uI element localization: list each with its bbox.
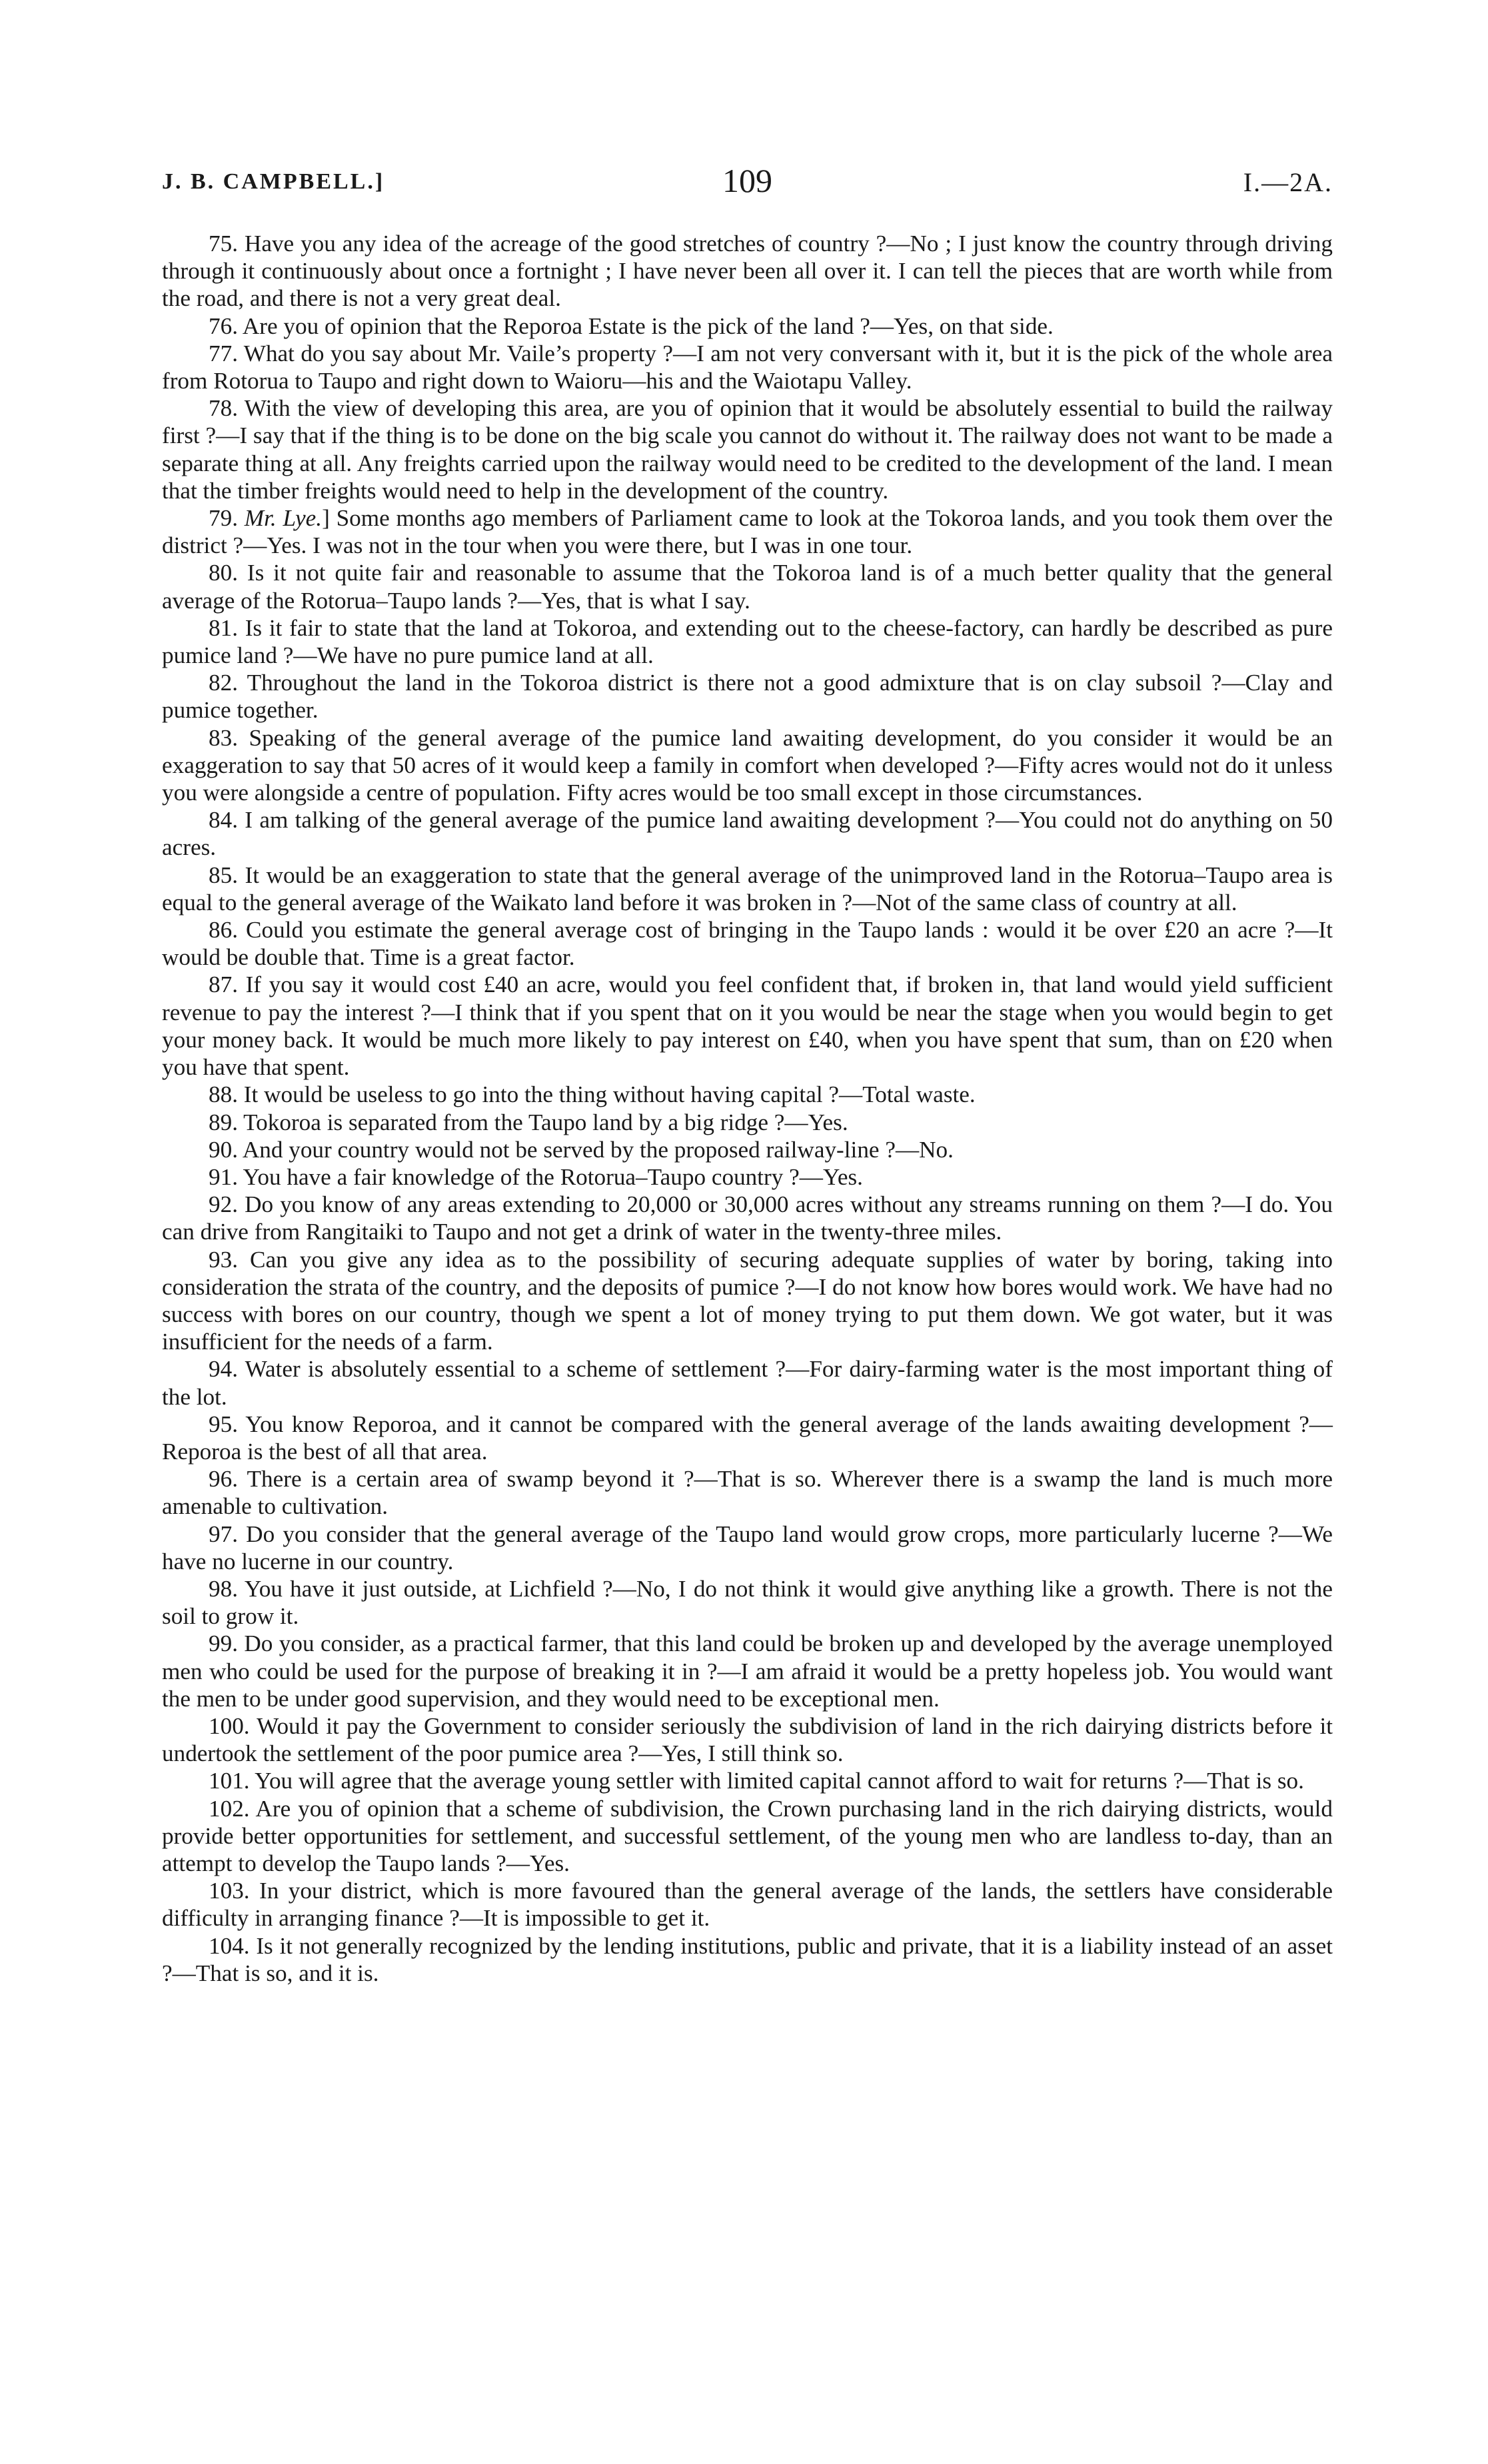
paragraph-99: 99. Do you consider, as a practical farmer, that this land could be broken up and developed by the average unemployed men who could be used for the purpose of breaking it in ?—I am afraid it would be a pretty hopeless job. You would want the men to be under good supervision, and they would need to be exceptional men. [162, 1630, 1333, 1712]
paragraph-83: 83. Speaking of the general average of the pumice land awaiting development, do you consider it would be an exaggeration to say that 50 acres of it would keep a family in comfort when developed ?—Fifty acres would not do it unless you were alongside a centre of population. Fifty acres would be too small except in those circumstances. [162, 724, 1333, 806]
paragraph-87: 87. If you say it would cost £40 an acre, would you feel confident that, if broken in, that land would yield sufficient revenue to pay the interest ?—I think that if you spent that on it you would be near the stage when you would begin to get your money back. It would be much more likely to pay interest on £40, when you have spent that sum, than on £20 when you have that spent. [162, 971, 1333, 1081]
paragraph-93: 93. Can you give any idea as to the possibility of securing adequate supplies of water by boring, taking into consideration the strata of the country, and the deposits of pumice ?—I do not know how bores would work. We have had no success with bores on our country, though we spent a lot of money trying to put them down. We got water, but it was insufficient for the needs of a farm. [162, 1246, 1333, 1355]
paragraph-88: 88. It would be useless to go into the thing without having capital ?—Total waste. [209, 1081, 976, 1108]
paragraph-90: 90. And your country would not be served by the proposed railway-line ?—No. [209, 1136, 954, 1163]
paragraph-80: 80. Is it not quite fair and reasonable to assume that the Tokoroa land is of a much better quality that the general average of the Rotorua–Taupo lands ?—Yes, that is what I say. [162, 560, 1333, 614]
paragraph-94: 94. Water is absolutely essential to a scheme of settlement ?—For dairy-farming water is the most important thing of the lot. [162, 1356, 1333, 1410]
paragraph-98: 98. You have it just outside, at Lichfield ?—No, I do not think it would give anything like a growth. There is not the soil to grow it. [162, 1575, 1333, 1630]
page-body [162, 230, 1333, 1987]
paragraph-79: 79. Mr. Lye.] Some months ago members of Parliament came to look at the Tokoroa lands, and you took them over the district ?—Yes. I was not in the tour when you were there, but I was in one tour. [162, 505, 1333, 559]
page-header [162, 161, 1333, 201]
paragraph-85: 85. It would be an exaggeration to state that the general average of the unimproved land in the Rotorua–Taupo area is equal to the general average of the Waikato land before it was broken in ?—Not of the same class of country at all. [162, 862, 1333, 916]
paragraph-75: 75. Have you any idea of the acreage of the good stretches of country ?—No ; I just know the country through driving through it continuously about once a fortnight ; I have never been all over it. I can tell the pieces that are worth while from the road, and there is not a very great deal. [162, 231, 1333, 312]
paragraph-91: 91. You have a fair knowledge of the Rotorua–Taupo country ?—Yes. [209, 1163, 863, 1190]
paragraph-104: 104. Is it not generally recognized by the lending institutions, public and private, that it is a liability instead of an asset ?—That is so, and it is. [162, 1932, 1333, 1986]
paragraph-103: 103. In your district, which is more favoured than the general average of the lands, the settlers have considerable difficulty in arranging finance ?—It is impossible to get it. [162, 1878, 1333, 1932]
paragraph-101: 101. You will agree that the average young settler with limited capital cannot afford to wait for returns ?—That is so. [209, 1768, 1304, 1794]
paragraph-82: 82. Throughout the land in the Tokoroa district is there not a good admixture that is on clay subsoil ?—Clay and pumice together. [162, 670, 1333, 724]
paragraph-89: 89. Tokoroa is separated from the Taupo land by a big ridge ?—Yes. [209, 1109, 848, 1135]
paragraph-102: 102. Are you of opinion that a scheme of subdivision, the Crown purchasing land in the rich dairying districts, would provide better opportunities for settlement, and successful settlement, of the young men who are landless to-day, than an attempt to develop the Taupo lands ?—Yes. [162, 1795, 1333, 1876]
paragraph-76: 76. Are you of opinion that the Reporoa Estate is the pick of the land ?—Yes, on that side. [209, 312, 1054, 339]
witness-name: J. B. CAMPBELL.] [162, 169, 385, 194]
document-reference: I.—2A. [1243, 167, 1333, 197]
paragraph-84: 84. I am talking of the general average of the pumice land awaiting development ?—You could not do anything on 50 acres. [162, 807, 1333, 861]
paragraph-86: 86. Could you estimate the general average cost of bringing in the Taupo lands : would it be over £20 an acre ?—It would be double that. Time is a great factor. [162, 917, 1333, 971]
speaker-name: Mr. Lye. [244, 505, 323, 532]
paragraph-81: 81. Is it fair to state that the land at Tokoroa, and extending out to the cheese-factory, can hardly be described as pure pumice land ?—We have no pure pumice land at all. [162, 614, 1333, 669]
paragraph-96: 96. There is a certain area of swamp beyond it ?—That is so. Wherever there is a swamp the land is much more amenable to cultivation. [162, 1466, 1333, 1520]
paragraph-100: 100. Would it pay the Government to consider seriously the subdivision of land in the rich dairying districts before it undertook the settlement of the poor pumice area ?—Yes, I still think so. [162, 1712, 1333, 1767]
question-number: 79. [209, 505, 245, 532]
paragraph-92: 92. Do you know of any areas extending to 20,000 or 30,000 acres without any streams running on them ?—I do. You can drive from Rangitaiki to Taupo and not get a drink of water in the twenty-three miles. [162, 1191, 1333, 1245]
paragraph-78: 78. With the view of developing this area, are you of opinion that it would be absolutely essential to build the railway first ?—I say that if the thing is to be done on the big scale you cannot do without it. The railway does not want to be made a separate thing at all. Any freights carried upon the railway would need to be credited to the development of the land. I mean that the timber freights would need to help in the development of the country. [162, 395, 1333, 504]
paragraph-97: 97. Do you consider that the general average of the Taupo land would grow crops, more particularly lucerne ?—We have no lucerne in our country. [162, 1521, 1333, 1574]
page-number: 109 [722, 162, 772, 199]
paragraph-77: 77. What do you say about Mr. Vaile’s property ?—I am not very conversant with it, but it is the pick of the whole area from Rotorua to Taupo and right down to Waioru—his and the Waiotapu Valley. [162, 340, 1333, 394]
paragraph-95: 95. You know Reporoa, and it cannot be compared with the general average of the lands awaiting development ?—Reporoa is the best of all that area. [162, 1411, 1333, 1465]
